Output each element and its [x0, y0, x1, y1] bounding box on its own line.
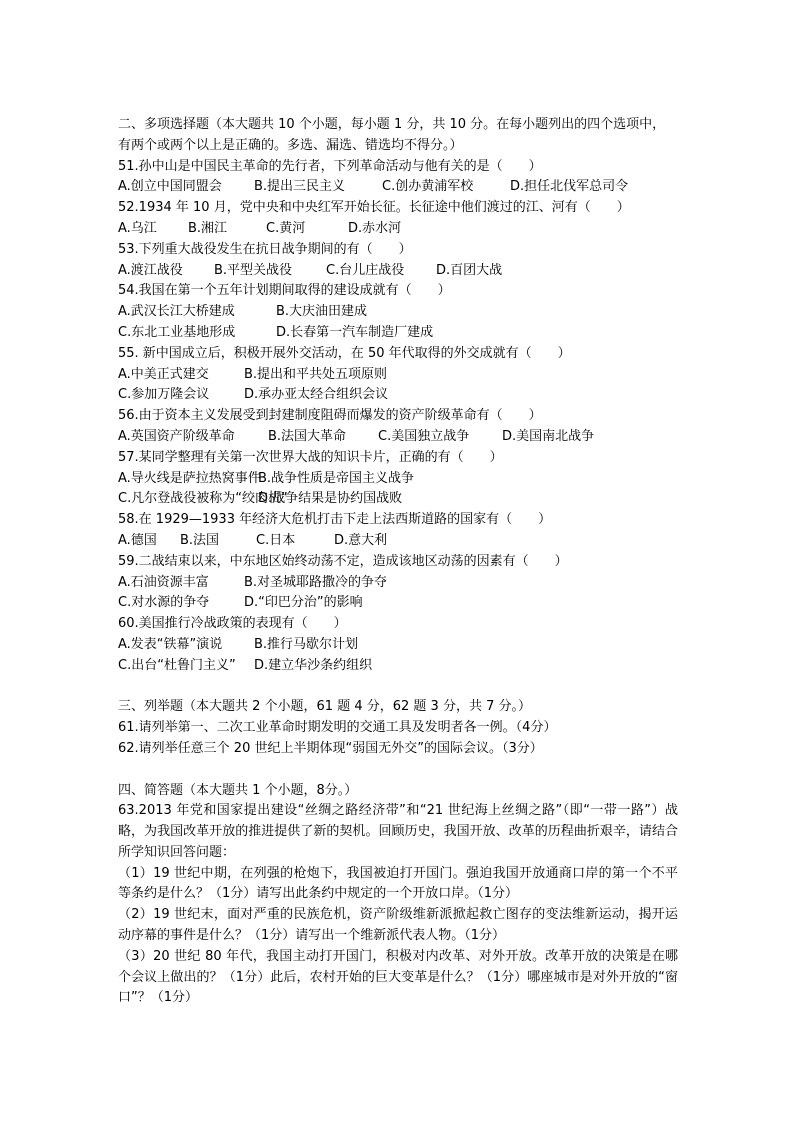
q58-option-c: C.日本	[256, 532, 296, 548]
q53-option-d: D.百团大战	[436, 262, 503, 278]
q60-stem: 60.美国推行冷战政策的表现有（ ）	[118, 616, 347, 632]
q55-option-a: A.中美正式建交	[118, 366, 209, 382]
q57-option-c: C.凡尔登战役被称为“绞肉机”	[118, 491, 288, 507]
q63-sub1: （1）19 世纪中期，在列强的枪炮下，我国被迫打开国门。强迫我国开放通商口岸的第一个不平等条约是什么？（1分）请写出此条约中规定的一个开放口岸。（1分）	[118, 865, 678, 902]
q58-stem: 58.在 1929—1933 年经济大危机打击下走上法西斯道路的国家有（ ）	[118, 512, 552, 528]
q57-options-row1	[118, 469, 678, 490]
q60-option-b: B.推行马歇尔计划	[254, 636, 359, 652]
q59-options-row2	[118, 593, 678, 614]
q53-option-c: C.台儿庄战役	[326, 262, 405, 278]
q58-option-a: A.德国	[118, 532, 157, 548]
q51-option-b: B.提出三民主义	[254, 179, 346, 195]
q60-options-row1	[118, 635, 678, 656]
q52-option-d: D.赤水河	[348, 220, 402, 236]
q53-option-a: A.渡江战役	[118, 262, 183, 278]
q54-option-a: A.武汉长江大桥建成	[118, 304, 235, 320]
q56-stem: 56.由于资本主义发展受到封建制度阻碍而爆发的资产阶级革命有（ ）	[118, 408, 542, 424]
q53-options	[118, 261, 678, 282]
q55-stem: 55. 新中国成立后，积极开展外交活动，在 50 年代取得的外交成就有（ ）	[118, 345, 571, 361]
q54-stem: 54.我国在第一个五年计划期间取得的建设成就有（ ）	[118, 283, 451, 299]
q54-option-c: C.东北工业基地形成	[118, 324, 236, 340]
q60-option-c: C.出台“杜鲁门主义”	[118, 657, 236, 673]
q51-options	[118, 177, 678, 198]
q54-option-d: D.长春第一汽车制造厂建成	[276, 324, 434, 340]
q51-option-c: C.创办黄浦军校	[382, 179, 474, 195]
section2-heading: 二、多项选择题（本大题共 10 个小题，每小题 1 分，共 10 分。在每小题列出的四个选项中，有两个或两个以上是正确的。多选、漏选、错选均不得分。）	[118, 117, 666, 153]
q59-option-d: D.“印巴分治”的影响	[244, 595, 363, 611]
q52-option-c: C.黄河	[266, 220, 306, 236]
q59-options-row1	[118, 573, 678, 594]
q59-option-b: B.对圣城耶路撒冷的争夺	[244, 574, 388, 590]
q59-option-c: C.对水源的争夺	[118, 595, 210, 611]
q57-option-a: A.导火线是萨拉热窝事件	[118, 470, 261, 486]
exam-page	[118, 115, 678, 1009]
q56-option-b: B.法国大革命	[268, 428, 347, 444]
q55-option-c: C.参加万隆会议	[118, 387, 210, 403]
q63-stem: 63.2013 年党和国家提出建设“丝绸之路经济带”和“21 世纪海上丝绸之路”（即“一带一路”）战略，为我国改革开放的推进提供了新的契机。回顾历史，我国开放、改革的历程曲折艰辛，请结合所学知识回答问题：	[118, 803, 678, 860]
q52-option-a: A.乌江	[118, 220, 157, 236]
q57-option-d: D.战争结果是协约国战败	[258, 491, 403, 507]
q55-option-b: B.提出和平共处五项原则	[244, 366, 388, 382]
q58-option-b: B.法国	[180, 532, 220, 548]
q57-stem: 57.某同学整理有关第一次世界大战的知识卡片，正确的有（ ）	[118, 449, 503, 465]
q54-option-b: B.大庆油田建成	[276, 304, 368, 320]
q56-options	[118, 427, 678, 448]
q55-options-row1	[118, 365, 678, 386]
q63-sub3: （3）20 世纪 80 年代，我国主动打开国门，积极对内改革、对外开放。改革开放的决策是在哪个会议上做出的？（1分）此后，农村开始的巨大变革是什么？（1分）哪座城市是对外开放的“窗口”？（1分）	[118, 948, 678, 1006]
q54-options-row1	[118, 302, 678, 323]
q51-option-d: D.担任北伐军总司令	[510, 179, 629, 195]
q58-options	[118, 531, 678, 552]
q55-options-row2	[118, 385, 678, 406]
q54-options-row2	[118, 323, 678, 344]
q60-option-a: A.发表“铁幕”演说	[118, 636, 223, 652]
q60-option-d: D.建立华沙条约组织	[254, 657, 373, 673]
q59-option-a: A.石油资源丰富	[118, 574, 209, 590]
q51-stem: 51.孙中山是中国民主革命的先行者，下列革命活动与他有关的是（ ）	[118, 158, 542, 174]
q52-stem: 52.1934 年 10 月，党中央和中央红军开始长征。长征途中他们渡过的江、河有（ ）	[118, 200, 630, 216]
q62-text: 62.请列举任意三个 20 世纪上半期体现“弱国无外交”的国际会议。（3分）	[118, 740, 543, 756]
q60-options-row2	[118, 656, 678, 677]
q61-text: 61.请列举第一、二次工业革命时期发明的交通工具及发明者各一例。（4分）	[118, 720, 557, 736]
q53-stem: 53.下列重大战役发生在抗日战争期间的有（ ）	[118, 241, 412, 257]
q52-options	[118, 219, 678, 240]
q53-option-b: B.平型关战役	[214, 262, 293, 278]
q59-stem: 59.二战结束以来，中东地区始终动荡不定，造成该地区动荡的因素有（ ）	[118, 553, 568, 569]
q57-options-row2	[118, 489, 678, 510]
q56-option-a: A.英国资产阶级革命	[118, 428, 235, 444]
q51-option-a: A.创立中国同盟会	[118, 179, 222, 195]
q58-option-d: D.意大利	[334, 532, 388, 548]
q57-option-b: B.战争性质是帝国主义战争	[258, 470, 415, 486]
q52-option-b: B.湘江	[188, 220, 228, 236]
q55-option-d: D.承办亚太经合组织会议	[244, 387, 389, 403]
q56-option-d: D.美国南北战争	[502, 428, 595, 444]
q63-sub2: （2）19 世纪末，面对严重的民族危机，资产阶级维新派掀起救亡图存的变法维新运动，揭开运动序幕的事件是什么？（1分）请写出一个维新派代表人物。（1分）	[118, 907, 678, 944]
q56-option-c: C.美国独立战争	[378, 428, 470, 444]
section3-heading: 三、列举题（本大题共 2 个小题，61 题 4 分，62 题 3 分，共 7 分。）	[118, 699, 531, 715]
section4-heading: 四、简答题（本大题共 1 个小题，8分。）	[118, 782, 358, 798]
